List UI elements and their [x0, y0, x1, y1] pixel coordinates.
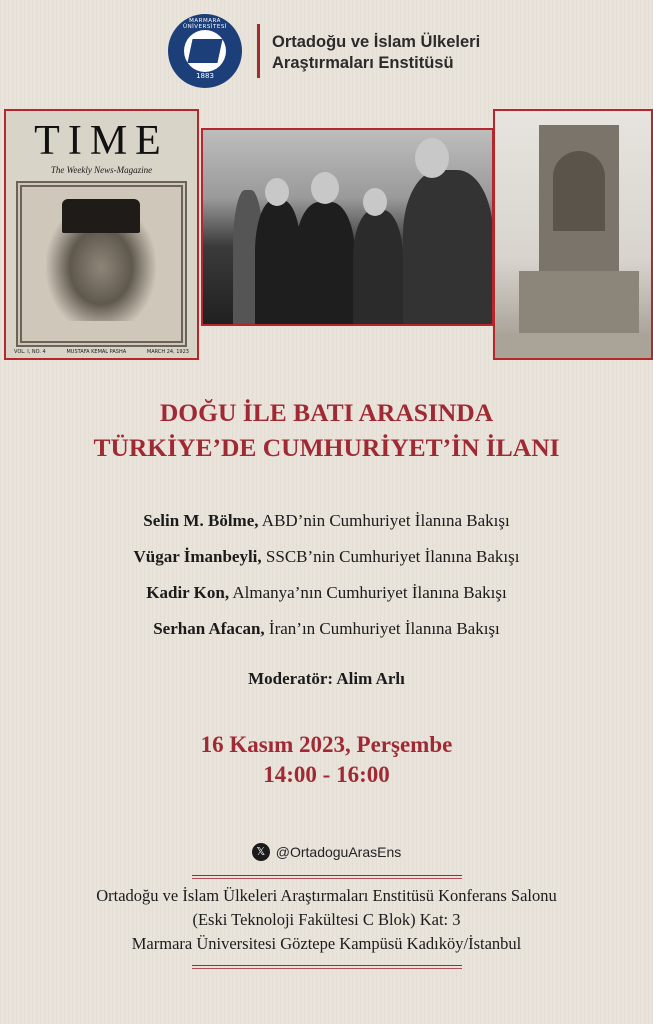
venue-line3: Marmara Üniversitesi Göztepe Kampüsü Kadıköy/İstanbul: [131, 934, 522, 953]
x-logo-icon: 𝕏: [252, 843, 270, 861]
time-cover-portrait-frame: [16, 181, 187, 347]
speaker-item: [0, 615, 653, 651]
time-cover-title: TIME: [34, 118, 169, 164]
speaker-item: [0, 507, 653, 543]
university-logo: [168, 14, 242, 88]
venue-info: [0, 884, 653, 956]
speaker-topic: ABD’nin Cumhuriyet İlanına Bakışı: [258, 511, 510, 530]
event-schedule: [0, 730, 653, 790]
time-caption: MUSTAFA KEMAL PASHA: [66, 349, 127, 355]
moderator: Moderatör: Alim Arlı: [248, 669, 405, 688]
institute-name-line2: Araştırmaları Enstitüsü: [272, 54, 454, 72]
event-title-line2: TÜRKİYE’DE CUMHURİYET’İN İLANI: [93, 433, 560, 462]
photo-figure: [295, 202, 355, 326]
institute-name-line1: Ortadoğu ve İslam Ülkeleri: [272, 33, 481, 51]
monument-base: [519, 271, 639, 333]
institute-name: [272, 32, 532, 74]
speaker-name: Selin M. Bölme,: [143, 511, 259, 530]
speaker-list: [0, 507, 653, 651]
republic-monument-photo: [493, 109, 653, 360]
venue-line2: (Eski Teknoloji Fakültesi C Blok) Kat: 3: [192, 910, 461, 929]
venue-rule-bottom: [192, 965, 462, 966]
photo-figure: [403, 170, 493, 326]
time-magazine-cover-photo: [4, 109, 199, 360]
time-issue: VOL. I, NO. 4: [14, 349, 46, 355]
speaker-topic: Almanya’nın Cumhuriyet İlanına Bakışı: [229, 583, 507, 602]
time-date: MARCH 24, 1923: [146, 349, 189, 355]
photo-head: [265, 178, 289, 206]
time-cover-footer: [14, 349, 189, 355]
venue-rule-bottom-thin: [192, 968, 462, 969]
monument-arch: [553, 151, 605, 231]
speaker-name: Serhan Afacan,: [153, 619, 265, 638]
logo-ring-text: MARMARA ÜNİVERSİTESİ: [183, 18, 227, 30]
photo-head: [363, 188, 387, 216]
photo-head: [311, 172, 339, 204]
logo-emblem: [184, 30, 226, 72]
photo-figure: [353, 210, 403, 326]
event-time: 14:00 - 16:00: [263, 762, 390, 787]
time-cover-subtitle: The Weekly News-Magazine: [50, 165, 153, 175]
event-date: 16 Kasım 2023, Perşembe: [200, 732, 453, 757]
speaker-item: [0, 579, 653, 615]
social-handle-row: [0, 843, 653, 861]
header-divider: [257, 24, 260, 78]
speaker-name: Kadir Kon,: [146, 583, 230, 602]
venue-line1: Ortadoğu ve İslam Ülkeleri Araştırmaları Enstitüsü Konferans Salonu: [96, 886, 557, 905]
photo-head: [415, 138, 449, 178]
speaker-topic: SSCB’nin Cumhuriyet İlanına Bakışı: [261, 547, 520, 566]
event-title-line1: DOĞU İLE BATI ARASINDA: [159, 398, 494, 427]
logo-m-mark: [187, 39, 222, 63]
monument-ground: [495, 333, 653, 360]
historical-crowd-photo: [201, 128, 494, 326]
speaker-item: [0, 543, 653, 579]
social-handle[interactable]: @OrtadoguArasEns: [275, 844, 402, 860]
venue-rule-top: [192, 875, 462, 876]
logo-year: 1883: [196, 72, 214, 80]
speaker-topic: İran’ın Cumhuriyet İlanına Bakışı: [264, 619, 500, 638]
speaker-name: Vügar İmanbeyli,: [133, 547, 262, 566]
venue-rule-top-thin: [192, 878, 462, 879]
event-title: [0, 395, 653, 465]
portrait-hat: [62, 199, 140, 233]
